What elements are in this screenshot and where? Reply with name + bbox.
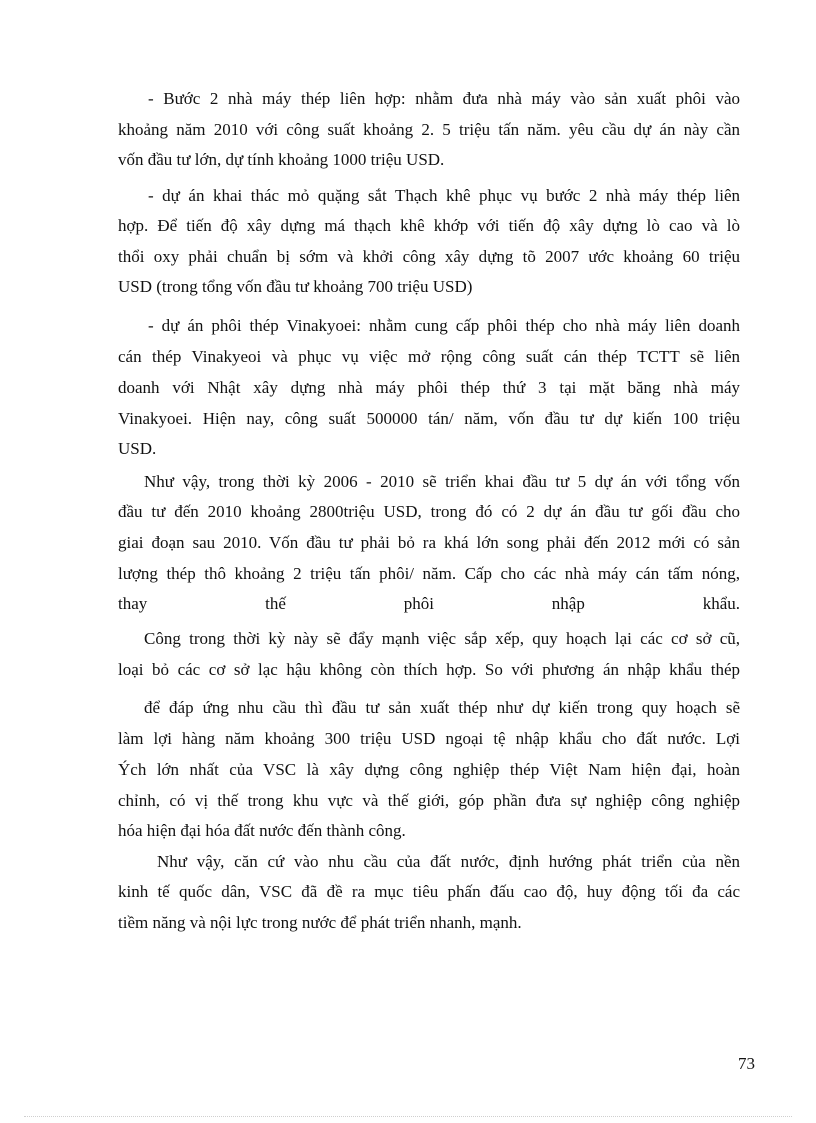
text-line: Như vậy, căn cứ vào nhu cầu của đất nước, định hướng phát triển của nền bbox=[157, 852, 740, 871]
text-line: tiềm năng và nội lực trong nước để phát triển nhanh, mạnh. bbox=[118, 913, 522, 932]
text-line: hóa hiện đại hóa đất nước đến thành công. bbox=[118, 821, 406, 840]
text-line: làm lợi hàng năm khoảng 300 triệu USD ngoại tệ nhập khẩu cho đất nước. Lợi bbox=[118, 729, 740, 748]
page-number: 73 bbox=[738, 1054, 755, 1073]
text-line: USD (trong tổng vốn đầu tư khoảng 700 triệu USD) bbox=[118, 277, 473, 296]
text-line: Như vậy, trong thời kỳ 2006 - 2010 sẽ triển khai đầu tư 5 dự án với tổng vốn bbox=[144, 472, 740, 491]
text-line: doanh với Nhật xây dựng nhà máy phôi thép thứ 3 tại mặt băng nhà máy bbox=[118, 378, 740, 397]
text-line: để đáp ứng nhu cầu thì đầu tư sản xuất thép như dự kiến trong quy hoạch sẽ bbox=[144, 698, 740, 717]
page-bottom-divider bbox=[24, 1116, 792, 1117]
text-line: - dự án phôi thép Vinakyoei: nhằm cung cấp phôi thép cho nhà máy liên doanh bbox=[148, 316, 740, 335]
text-line: cán thép Vinakyeoi và phục vụ việc mở rộng công suất cán thép TCTT sẽ liên bbox=[118, 347, 740, 366]
text-line: loại bỏ các cơ sở lạc hậu không còn thích hợp. So với phương án nhập khẩu thép bbox=[118, 660, 740, 679]
text-line: vốn đầu tư lớn, dự tính khoảng 1000 triệu USD. bbox=[118, 150, 445, 169]
text-line: Vinakyoei. Hiện nay, công suất 500000 tán/ năm, vốn đầu tư dự kiến 100 triệu bbox=[118, 409, 740, 428]
text-line: Ých lớn nhất của VSC là xây dựng công nghiệp thép Việt Nam hiện đại, hoàn bbox=[118, 760, 740, 779]
text-line: thay thế phôi nhập khẩu. bbox=[118, 594, 740, 613]
text-line: đầu tư đến 2010 khoảng 2800triệu USD, trong đó có 2 dự án đầu tư gối đầu cho bbox=[118, 502, 740, 521]
text-line: - Bước 2 nhà máy thép liên hợp: nhằm đưa nhà máy vào sản xuất phôi vào bbox=[148, 89, 740, 108]
text-line: - dự án khai thác mỏ quặng sắt Thạch khê phục vụ bước 2 nhà máy thép liên bbox=[148, 186, 740, 205]
text-line: giai đoạn sau 2010. Vốn đầu tư phải bỏ ra khá lớn song phải đến 2012 mới có sản bbox=[118, 533, 740, 552]
text-line: Công trong thời kỳ này sẽ đẩy mạnh việc sắp xếp, quy hoạch lại các cơ sở cũ, bbox=[144, 629, 740, 648]
text-line: khoảng năm 2010 với công suất khoảng 2. 5 triệu tấn năm. yêu cầu dự án này cần bbox=[118, 120, 740, 139]
text-line: chỉnh, có vị thế trong khu vực và thế giới, góp phần đưa sự nghiệp công nghiệp bbox=[118, 791, 740, 810]
text-line: thổi oxy phải chuẩn bị sớm và khởi công xây dựng tõ 2007 ước khoảng 60 triệu bbox=[118, 247, 740, 266]
text-line: lượng thép thô khoảng 2 triệu tấn phôi/ năm. Cấp cho các nhà máy cán tấm nóng, bbox=[118, 564, 740, 583]
text-line: USD. bbox=[118, 439, 157, 458]
text-line: kinh tế quốc dân, VSC đã đề ra mục tiêu phấn đấu cao độ, huy động tối đa các bbox=[118, 882, 740, 901]
text-line: hợp. Để tiến độ xây dựng má thạch khê khớp với tiến độ xây dựng lò cao và lò bbox=[118, 216, 740, 235]
